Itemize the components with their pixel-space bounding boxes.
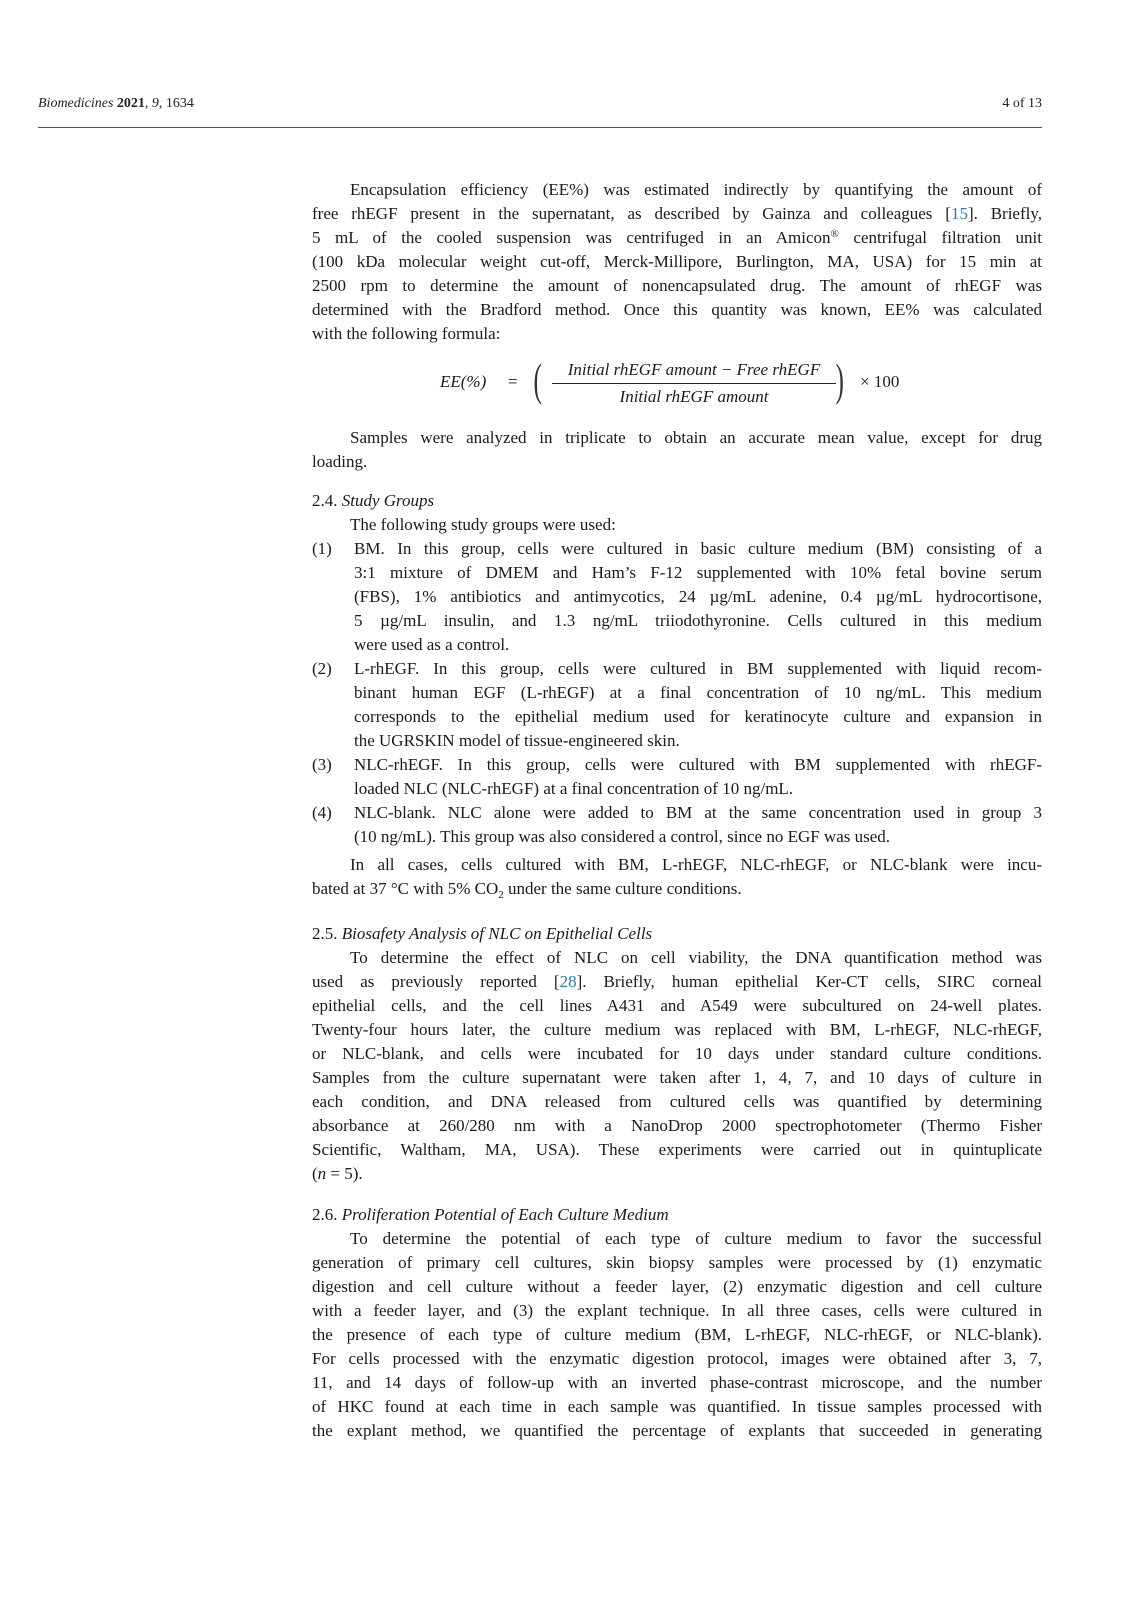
text-line: NLC-blank. NLC alone were added to BM at the same concentration used in group 3 [354,803,1042,822]
section-2-6 [312,1203,1042,1443]
text-line: (FBS), 1% antibiotics and antimycotics, 24 µg/mL adenine, 0.4 µg/mL hydrocortisone, [354,587,1042,606]
text-line: 5 µg/mL insulin, and 1.3 ng/mL triiodothyronine. Cells cultured in this medium [354,611,1042,630]
journal-volume: 9 [151,96,159,111]
text-line: To determine the effect of NLC on cell viability, the DNA quantification method was [350,948,1042,967]
text-run: centrifugal filtration unit [838,228,1043,247]
list-number: (2) [312,659,332,678]
text-line: Samples from the culture supernatant were taken after 1, 4, 7, and 10 days of culture in [312,1068,1042,1087]
text-run: used as previously reported [ [312,972,560,991]
text-line: loaded NLC (NLC-rhEGF) at a final concentration of 10 ng/mL. [354,779,794,798]
text-run: ( [312,1164,318,1183]
text-line: with a feeder layer, and (3) the explant technique. In all three cases, cells were cultured in [312,1301,1042,1320]
registered-trademark-symbol: ® [830,228,839,240]
text-run: under the same culture conditions. [503,879,742,898]
text-line [312,877,1042,901]
text-line: 11, and 14 days of follow-up with an inverted phase-contrast microscope, and the number [312,1373,1042,1392]
formula-fraction [548,357,840,410]
citation-link-15[interactable]: 15 [950,204,968,223]
text-line [312,202,1042,226]
text-line: absorbance at 260/280 nm with a NanoDrop 2000 spectrophotometer (Thermo Fisher [312,1116,1042,1135]
text-run: = 5). [326,1164,363,1183]
text-line: L-rhEGF. In this group, cells were cultured in BM supplemented with liquid recom- [354,659,1042,678]
formula-numerator: Initial rhEGF amount − Free rhEGF [567,360,821,379]
section-number: 2.4. [312,491,338,510]
text-line: were used as a control. [354,635,510,654]
text-line: the presence of each type of culture medium (BM, L-rhEGF, NLC-rhEGF, or NLC-blank). [312,1325,1042,1344]
formula-denominator: Initial rhEGF amount [619,387,769,406]
journal-year: 2021 [116,96,145,111]
text-line: Twenty-four hours later, the culture medium was replaced with BM, L-rhEGF, NLC-rhEGF, [312,1020,1042,1039]
journal-name: Biomedicines [38,96,114,111]
section-2-4 [312,489,1042,901]
formula-lhs: EE(%) [440,372,487,391]
text-line: NLC-rhEGF. In this group, cells were cultured with BM supplemented with rhEGF- [354,755,1042,774]
section-title: Study Groups [341,491,435,510]
text-line [312,970,1042,994]
text-line: To determine the potential of each type of culture medium to favor the successful [350,1229,1042,1248]
text-line: In all cases, cells cultured with BM, L-rhEGF, NLC-rhEGF, or NLC-blank were incu- [350,855,1042,874]
text-line: binant human EGF (L-rhEGF) at a final concentration of 10 ng/mL. This medium [354,683,1042,702]
header-divider [38,127,1042,128]
text-line: the UGRSKIN model of tissue-engineered skin. [354,731,680,750]
journal-article-number: , 1634 [158,96,194,111]
subscript: 2 [498,889,504,901]
section-number: 2.5. [312,924,338,943]
list-item-bm [312,537,1042,657]
text-line [312,226,1042,250]
text-line: with the following formula: [312,324,501,343]
text-line: epithelial cells, and the cell lines A431 and A549 were subcultured on 24-well plates. [312,996,1042,1015]
text-line: each condition, and DNA released from cultured cells was quantified by determining [312,1092,1042,1111]
text-line: 3:1 mixture of DMEM and Ham’s F-12 supplemented with 10% fetal bovine serum [354,563,1042,582]
text-run: bated at 37 °C with 5% CO [312,879,499,898]
text-line: corresponds to the epithelial medium used for keratinocyte culture and expansion in [354,707,1042,726]
text-line: (10 ng/mL). This group was also considered a control, since no EGF was used. [354,827,891,846]
text-run: ]. Briefly, human epithelial Ker-CT cells, SIRC corneal [576,972,1043,991]
text-line: (100 kDa molecular weight cut-off, Merck-Millipore, Burlington, MA, USA) for 15 min at [312,252,1042,271]
section-title: Biosafety Analysis of NLC on Epithelial Cells [341,924,653,943]
sample-size-variable: n [317,1164,327,1183]
text-line: 2500 rpm to determine the amount of nonencapsulated drug. The amount of rhEGF was [312,276,1042,295]
citation-link-28[interactable]: 28 [559,972,577,991]
paragraph-triplicate [312,426,1042,474]
text-line: the explant method, we quantified the percentage of explants that succeeded in generating [312,1421,1042,1440]
text-line: generation of primary cell cultures, skin biopsy samples were processed by (1) enzymatic [312,1253,1042,1272]
section-title: Proliferation Potential of Each Culture Medium [341,1205,669,1224]
list-item-nlc-blank [312,801,1042,849]
ee-formula [440,354,920,413]
formula-paren-left: ( [533,354,542,405]
formula-equals: = [508,372,518,391]
paragraph-encapsulation-efficiency [312,178,1042,346]
section-heading [312,489,1042,513]
text-line: digestion and cell culture without a feeder layer, (2) enzymatic digestion and cell culture [312,1277,1042,1296]
section-heading [312,922,1042,946]
text-line: BM. In this group, cells were cultured in basic culture medium (BM) consisting of a [354,539,1042,558]
text-line: loading. [312,452,368,471]
list-item-l-rhegf [312,657,1042,753]
list-number: (3) [312,755,332,774]
section-number: 2.6. [312,1205,338,1224]
text-line: Scientific, Waltham, MA, USA). These experiments were carried out in quintuplicate [312,1140,1042,1159]
text-run: free rhEGF present in the supernatant, as described by Gainza and colleagues [ [312,204,951,223]
text-line: of HKC found at each time in each sample was quantified. In tissue samples processed with [312,1397,1042,1416]
text-line: determined with the Bradford method. Once this quantity was known, EE% was calculated [312,300,1042,319]
section-heading [312,1203,1042,1227]
list-item-nlc-rhegf [312,753,1042,801]
text-line: Samples were analyzed in triplicate to obtain an accurate mean value, except for drug [350,428,1042,447]
list-intro: The following study groups were used: [350,515,616,534]
text-run: ]. Briefly, [967,204,1042,223]
formula-paren-right: ) [835,354,844,405]
section-2-5 [312,922,1042,1186]
text-line: or NLC-blank, and cells were incubated for 10 days under standard culture conditions. [312,1044,1042,1063]
text-line [312,1162,1042,1186]
list-number: (4) [312,803,332,822]
text-line: For cells processed with the enzymatic digestion protocol, images were obtained after 3, 7, [312,1349,1042,1368]
page-number: 4 of 13 [1002,96,1042,111]
formula-multiplier: × 100 [860,372,900,391]
text-line: Encapsulation efficiency (EE%) was estimated indirectly by quantifying the amount of [350,180,1042,199]
text-run: 5 mL of the cooled suspension was centrifuged in an Amicon [312,228,831,247]
list-number: (1) [312,539,332,558]
journal-citation: Biomedicines 2021, 9, 1634 [38,96,194,111]
